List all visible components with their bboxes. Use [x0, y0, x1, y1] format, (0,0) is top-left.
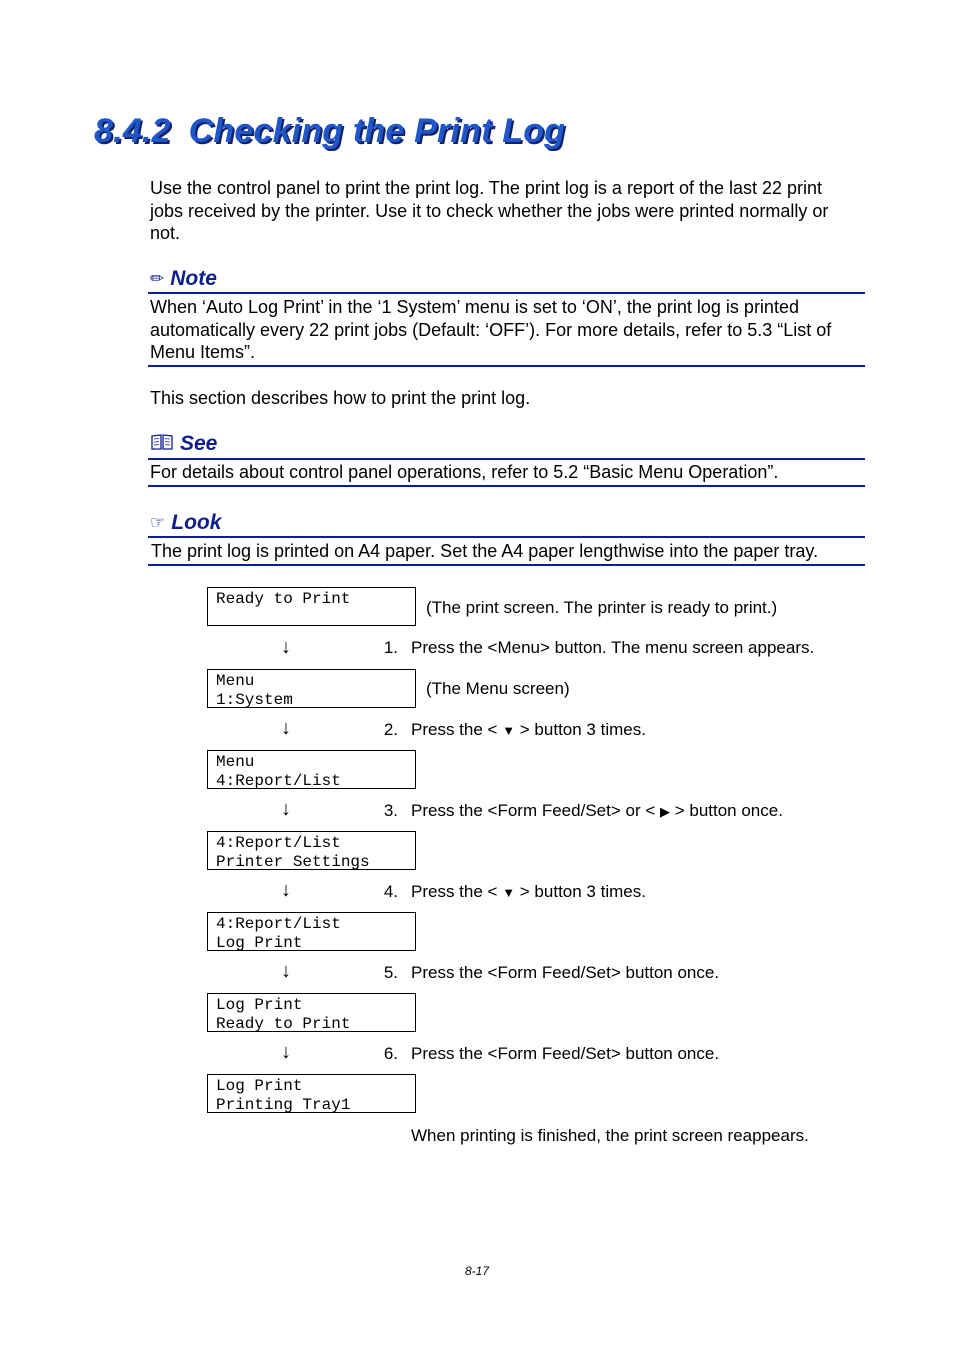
look-top-rule [148, 536, 865, 538]
see-top-rule [148, 458, 865, 460]
see-label: See [180, 432, 218, 455]
final-note: When printing is finished, the print screen reappears. [411, 1126, 809, 1145]
section-title: Checking the Print Log [188, 112, 566, 150]
panel-screen-5: 4:Report/List Log Print [207, 912, 416, 951]
step-arrow: ↓ [281, 717, 291, 739]
down-triangle-icon: ▼ [502, 885, 516, 900]
down-triangle-icon: ▼ [502, 723, 516, 738]
look-heading [150, 511, 221, 535]
step-number: 3. [383, 801, 398, 820]
note-label: Note [170, 267, 217, 290]
right-triangle-icon: ▶ [659, 804, 670, 819]
panel-screen-2: Menu 1:System [207, 669, 416, 708]
pointing-hand-icon: ☞ [150, 513, 166, 532]
step-text: Press the <Form Feed/Set> button once. [411, 1044, 720, 1063]
step-arrow: ↓ [281, 636, 291, 658]
pencil-icon: ✏ [150, 269, 165, 288]
step-arrow: ↓ [281, 798, 291, 820]
section-heading [94, 112, 565, 151]
panel-screen-7: Log Print Printing Tray1 [207, 1074, 416, 1113]
panel-screen-3: Menu 4:Report/List [207, 750, 416, 789]
look-bottom-rule [148, 564, 865, 566]
note-heading [150, 267, 217, 291]
screen-caption-2: (The Menu screen) [426, 679, 570, 698]
step-text: Press the < ▼ > button 3 times. [411, 882, 646, 901]
step-arrow: ↓ [281, 960, 291, 982]
step-number: 4. [383, 882, 398, 901]
see-bottom-rule [148, 485, 865, 487]
note-top-rule [148, 292, 865, 294]
section-number: 8.4.2 [94, 112, 171, 150]
step-number: 6. [383, 1044, 398, 1063]
step-text: Press the < ▼ > button 3 times. [411, 720, 646, 739]
step-text: Press the <Form Feed/Set> button once. [411, 963, 720, 982]
step-text: Press the <Menu> button. The menu screen appears. [411, 638, 815, 657]
look-text: The print log is printed on A4 paper. Set the A4 paper lengthwise into the paper tray. [151, 541, 819, 561]
see-heading [150, 432, 217, 456]
note-text: When ‘Auto Log Print’ in the ‘1 System’ menu is set to ‘ON’, the print log is printed automatically every 22 print jobs (Default: ‘OFF’). For more details, refer to 5.3 “List of Menu Items”. [150, 297, 832, 362]
look-label: Look [171, 511, 222, 534]
step-arrow: ↓ [281, 1041, 291, 1063]
screen-caption-1: (The print screen. The printer is ready to print.) [426, 598, 778, 617]
section-description: This section describes how to print the print log. [150, 388, 531, 408]
see-text: For details about control panel operations, refer to 5.2 “Basic Menu Operation”. [150, 462, 779, 482]
step-number: 1. [383, 638, 398, 657]
step-number: 2. [383, 720, 398, 739]
intro-paragraph: Use the control panel to print the print log. The print log is a report of the last 22 print jobs received by the printer. Use it to check whether the jobs were printed normally or not. [150, 178, 829, 243]
panel-screen-1: Ready to Print [207, 587, 416, 626]
step-number: 5. [383, 963, 398, 982]
page-number: 8-17 [464, 1264, 490, 1278]
book-icon [150, 433, 174, 456]
panel-screen-6: Log Print Ready to Print [207, 993, 416, 1032]
step-text: Press the <Form Feed/Set> or < ▶ > button once. [411, 801, 783, 820]
note-bottom-rule [148, 365, 865, 367]
panel-screen-4: 4:Report/List Printer Settings [207, 831, 416, 870]
step-arrow: ↓ [281, 879, 291, 901]
